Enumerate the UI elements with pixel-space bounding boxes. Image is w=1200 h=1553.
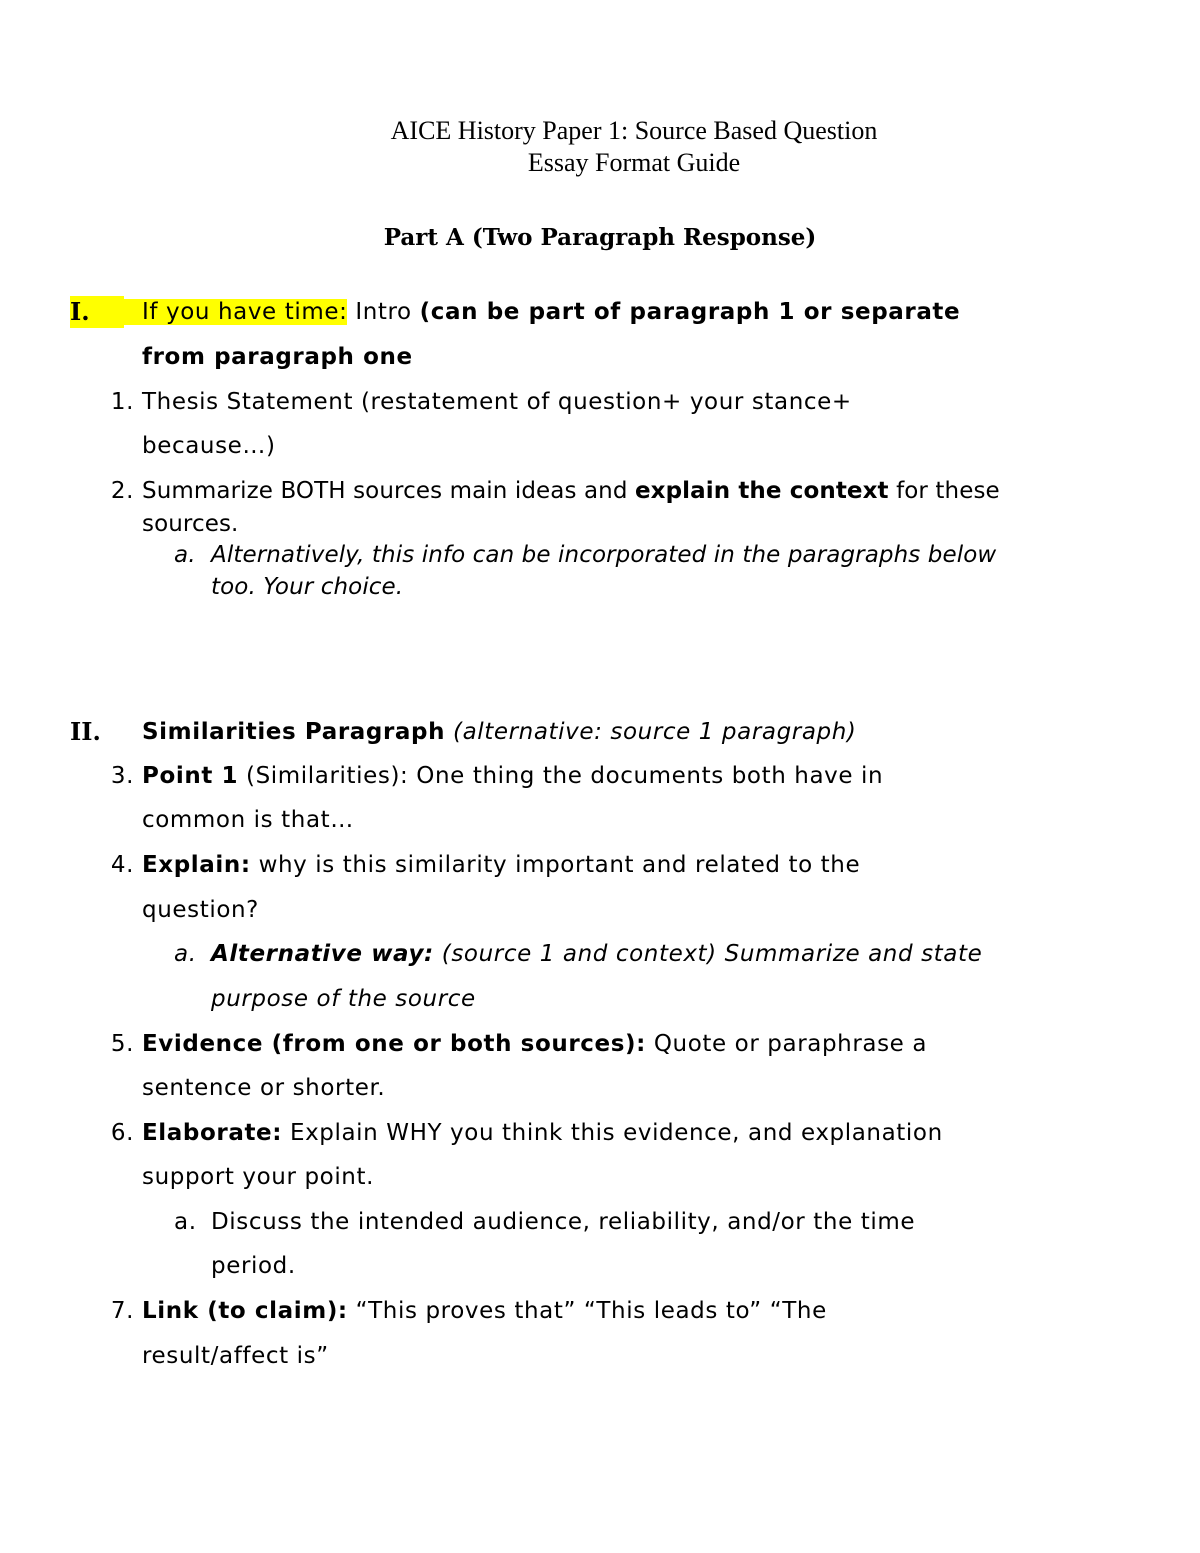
list-number: 3. xyxy=(110,763,134,789)
section-1-numeral: I. xyxy=(70,296,124,328)
list-number: 5. xyxy=(110,1031,134,1057)
list-item: Explain: why is this similarity important and related to the xyxy=(142,852,861,878)
intro-label: Intro xyxy=(347,299,420,325)
list-number: 4. xyxy=(110,852,134,878)
list-number: 7. xyxy=(110,1298,134,1324)
document-subtitle: Essay Format Guide xyxy=(527,148,741,177)
list-item-cont: result/affect is” xyxy=(142,1343,329,1369)
intro-note: (can be part of paragraph 1 or separate xyxy=(419,299,961,325)
list-item-cont: common is that… xyxy=(142,807,354,833)
list-number: 6. xyxy=(110,1120,134,1146)
sub-list-item-cont: period. xyxy=(211,1253,296,1279)
list-number: 1. xyxy=(110,389,134,415)
part-heading: Part A (Two Paragraph Response) xyxy=(383,224,817,251)
sub-list-letter: a. xyxy=(174,941,197,967)
list-item: Link (to claim): “This proves that” “This leads to” “The xyxy=(142,1298,827,1324)
section-1-heading xyxy=(124,296,960,328)
list-item: Elaborate: Explain WHY you think this evidence, and explanation xyxy=(142,1120,943,1146)
document-title: AICE History Paper 1: Source Based Question xyxy=(390,116,878,145)
sub-list-item-cont: purpose of the source xyxy=(211,986,476,1012)
section-2-heading: Similarities Paragraph (alternative: source 1 paragraph) xyxy=(142,719,857,745)
list-number: 2. xyxy=(110,478,134,504)
list-item-cont: support your point. xyxy=(142,1164,375,1190)
section-1-heading-cont: from paragraph one xyxy=(142,344,413,370)
sub-list-item: Discuss the intended audience, reliability, and/or the time xyxy=(211,1209,916,1235)
list-item-cont: because…) xyxy=(142,433,276,459)
list-item-cont: sources. xyxy=(142,511,239,537)
list-item-cont: sentence or shorter. xyxy=(142,1075,386,1101)
list-item: Point 1 (Similarities): One thing the documents both have in xyxy=(142,763,884,789)
list-item: Summarize BOTH sources main ideas and explain the context for these xyxy=(142,478,1000,504)
list-item-cont: question? xyxy=(142,897,259,923)
sub-list-item: Alternatively, this info can be incorporated in the paragraphs below xyxy=(211,542,997,568)
highlighted-text: If you have time: xyxy=(124,299,347,325)
sub-list-item-cont: too. Your choice. xyxy=(211,574,404,600)
section-2-numeral: II. xyxy=(70,717,101,746)
sub-list-item: Alternative way: (source 1 and context) Summarize and state xyxy=(211,941,983,967)
sub-list-letter: a. xyxy=(174,542,196,568)
sub-list-letter: a. xyxy=(174,1209,197,1235)
list-item: Thesis Statement (restatement of question+ your stance+ xyxy=(142,389,852,415)
list-item: Evidence (from one or both sources): Quote or paraphrase a xyxy=(142,1031,928,1057)
